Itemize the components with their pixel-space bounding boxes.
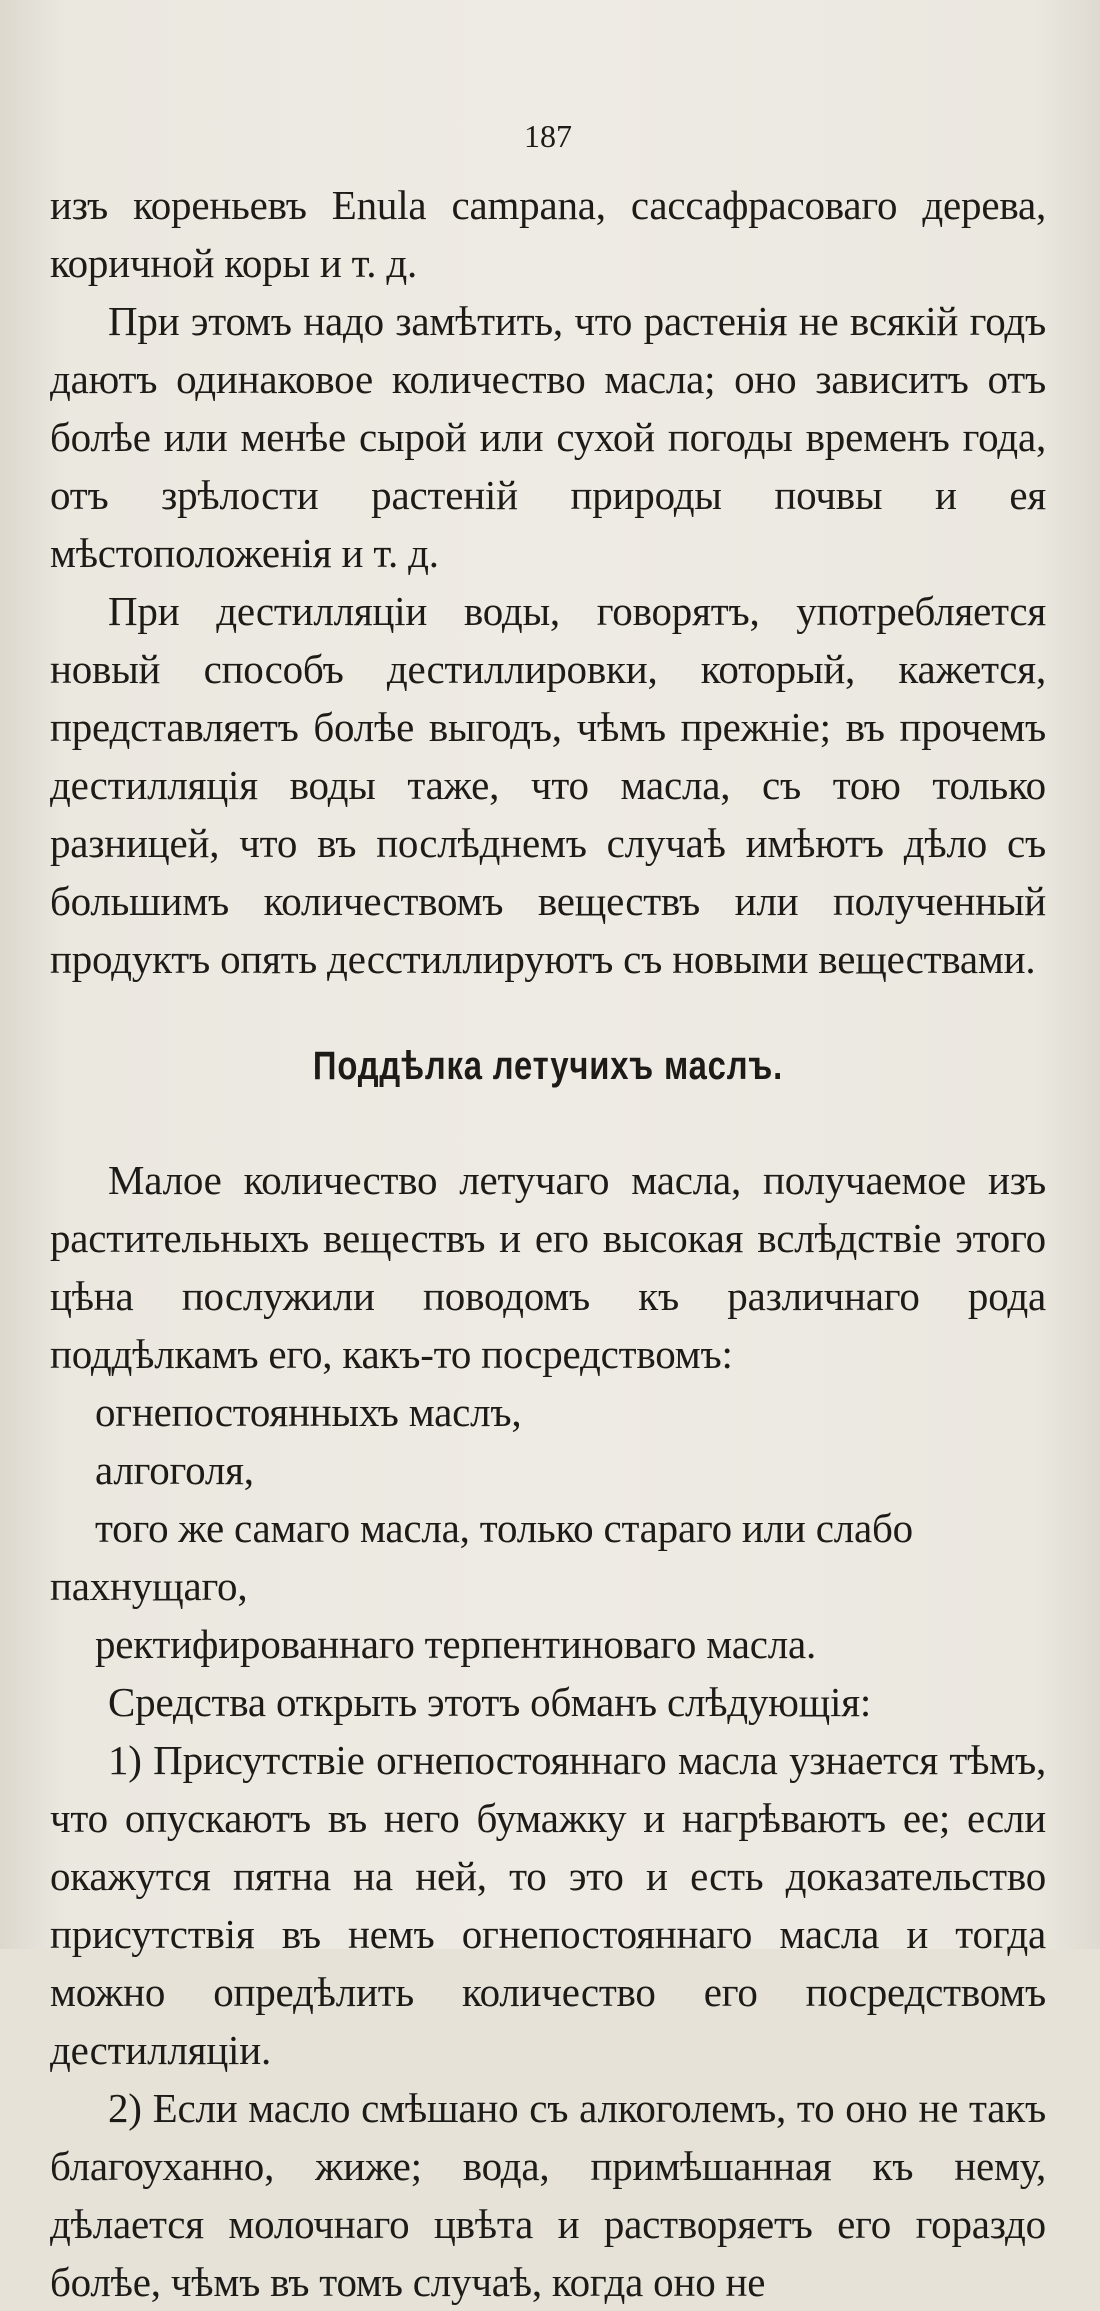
paragraph-point-1: 1) Присутствіе огнепостояннаго масла узнается тѣмъ, что опускаютъ въ него бумажку и нагрѣваютъ ее; если окажутся пятна на ней, то это и есть доказательство присутствія въ немъ огнепостояннаго масла и тогда можно опредѣлить количество его посредствомъ дестилляціи. <box>50 1737 1046 2073</box>
list-item-fixed-oils: огнепостоянныхъ маслъ, <box>95 1389 522 1435</box>
list-item-alcohol: алгоголя, <box>95 1447 254 1493</box>
list-item-old-oil: того же самаго масла, только стараго или слабо <box>95 1505 913 1551</box>
paragraph-continuation: изъ кореньевъ Enula campana, сассафрасоваго дерева, коричной коры и т. д. <box>50 182 1046 286</box>
paragraph-point-2: 2) Если масло смѣшано съ алкоголемъ, то оно не такъ благоуханно, жиже; вода, примѣшанная къ нему, дѣлается молочнаго цвѣта и растворяетъ его гораздо болѣе, чѣмъ въ томъ случаѣ, когда оно не <box>50 2085 1046 2305</box>
paragraph-plants-yield: При этомъ надо замѣтить, что растенія не всякій годъ даютъ одинаковое количество масла; оно зависитъ отъ болѣе или менѣе сырой или сухой погоды временъ года, отъ зрѣлости растеній природы почвы и ея мѣстоположенія и т. д. <box>50 298 1046 576</box>
list-item-turpentine: ректифированнаго терпентиноваго масла. <box>95 1621 817 1667</box>
paragraph-means: Средства открыть этотъ обманъ слѣдующія: <box>108 1679 872 1725</box>
paragraph-intro: Малое количество летучаго масла, получаемое изъ растительныхъ веществъ и его высокая вслѣдствіе этого цѣна послужили поводомъ къ различнаго рода поддѣлкамъ его, какъ-то посредствомъ: <box>50 1157 1046 1377</box>
section-heading: Поддѣлка летучихъ маслъ. <box>312 1044 784 1088</box>
paragraph-water-distillation: При дестилляціи воды, говорятъ, употребляется новый способъ дестиллировки, который, кажется, представляетъ болѣе выгодъ, чѣмъ прежніе; въ прочемъ дестилляція воды таже, что масла, съ тою только разницей, что въ послѣднемъ случаѣ имѣютъ дѣло съ большимъ количествомъ веществъ или полученный продуктъ опять десстиллируютъ съ новыми веществами. <box>50 588 1046 982</box>
page-number: 187 <box>524 118 572 154</box>
list-item-old-oil-continued: пахнущаго, <box>50 1563 248 1609</box>
